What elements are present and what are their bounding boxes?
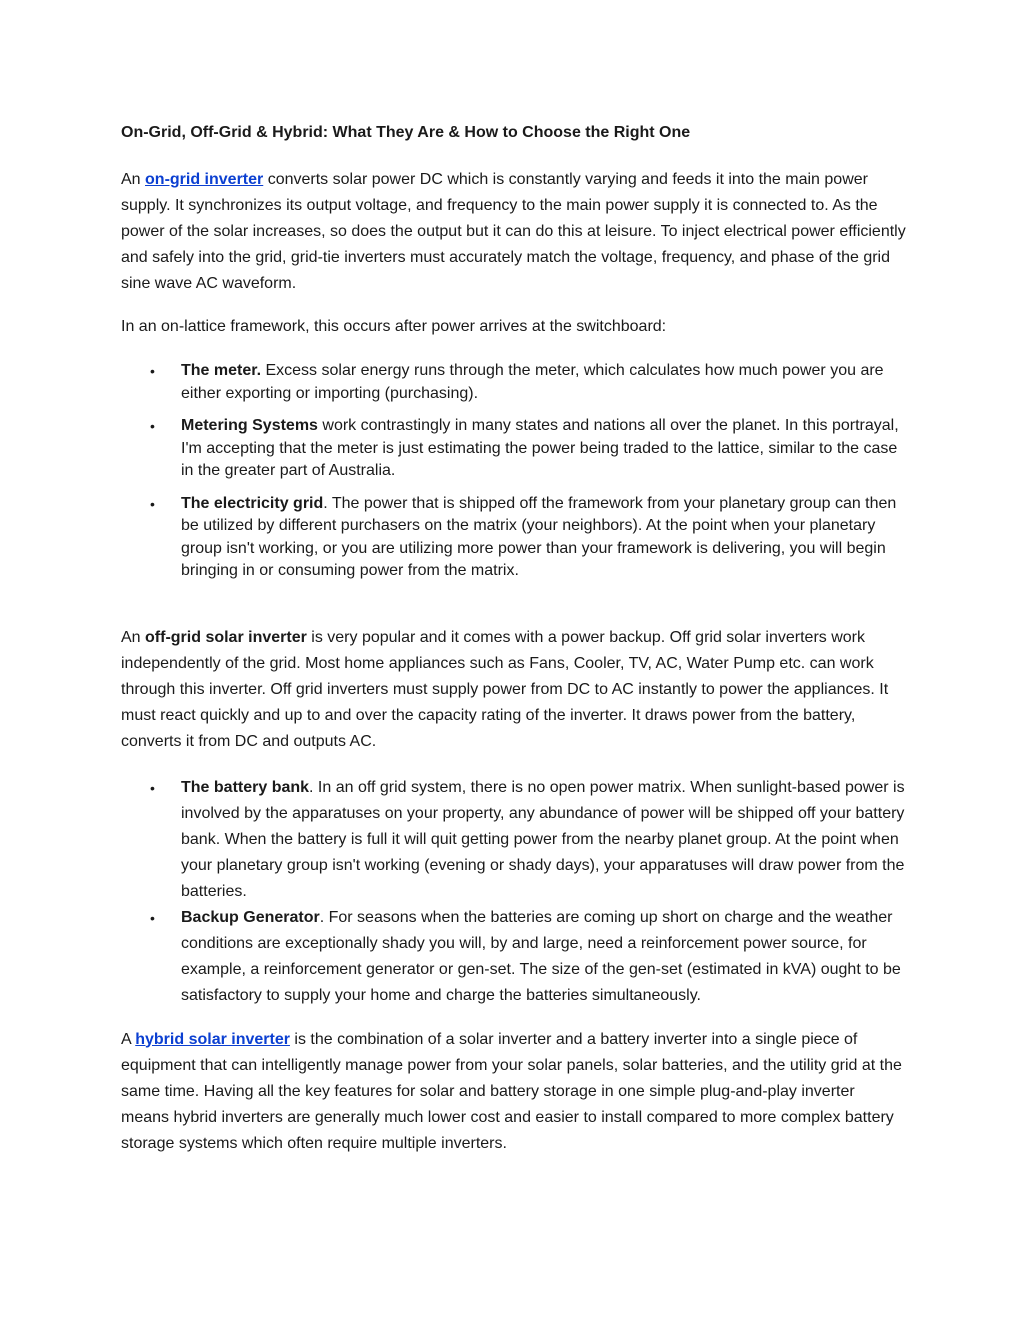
hybrid-pre: A — [121, 1030, 136, 1048]
bullet-icon: • — [150, 909, 155, 926]
list-item-bold: The meter. — [181, 362, 262, 379]
list-item-text: work contrastingly in many states and nations all over the planet. In this portrayal, I'm accepting that the meter is just estimating the power being traded to the lattice, similar to the case in the greater part of Australia. — [181, 417, 899, 479]
list-item-bold: Metering Systems — [181, 417, 318, 434]
on-grid-post: converts solar power DC which is constantly varying and feeds it into the main power supply. It synchronizes its output voltage, and frequency to the main power supply it is connected to. As the power of the solar increases, so does the output but it can do this at leisure. To inject electrical power efficiently and safely into the grid, grid-tie inverters must accurately match the voltage, frequency, and phase of the grid sine wave AC waveform. — [121, 171, 906, 292]
hybrid-inverter-link[interactable]: hybrid solar inverter — [135, 1030, 290, 1048]
off-grid-bold: off-grid solar inverter — [145, 628, 307, 646]
off-grid-list — [121, 775, 907, 1009]
on-grid-intro: In an on-lattice framework, this occurs after power arrives at the switchboard: — [121, 318, 667, 335]
on-grid-list — [121, 360, 907, 583]
list-item — [121, 360, 907, 405]
list-item — [121, 415, 907, 483]
bullet-icon: • — [150, 418, 155, 434]
list-item — [121, 493, 907, 583]
list-item-bold: The electricity grid — [181, 494, 324, 512]
off-grid-paragraph — [121, 625, 907, 755]
list-item — [121, 905, 907, 1009]
document-body — [121, 120, 907, 1157]
list-item-text: Excess solar energy runs through the meter, which calculates how much power you are either exporting or importing (purchasing). — [181, 362, 884, 402]
list-item — [121, 775, 907, 905]
bullet-icon: • — [150, 495, 155, 512]
page-title: On-Grid, Off-Grid & Hybrid: What They Are & How to Choose the Right One — [121, 124, 691, 141]
list-item-text: . For seasons when the batteries are coming up short on charge and the weather conditions are exceptionally shady you will, by and large, need a reinforcement power source, for example, a reinforcement generator or gen-set. The size of the gen-set (estimated in kVA) ought to be satisfactory to supply your home and charge the batteries simultaneously. — [181, 908, 901, 1004]
list-item-text: . The power that is shipped off the framework from your planetary group can then be utilized by different purchasers on the matrix (your neighbors). At the point when your planetary group isn't working, or you are utilizing more power than your framework is delivering, you will begin bringing in or consuming power from the matrix. — [181, 494, 897, 579]
off-grid-post: is very popular and it comes with a power backup. Off grid solar inverters work independently of the grid. Most home appliances such as Fans, Cooler, TV, AC, Water Pump etc. can work through this inverter. Off grid inverters must supply power from DC to AC instantly to power the appliances. It must react quickly and up to and over the capacity rating of the inverter. It draws power from the battery, converts it from DC and outputs AC. — [121, 628, 889, 750]
on-grid-pre: An — [121, 171, 146, 188]
bullet-icon: • — [150, 779, 155, 796]
hybrid-post: is the combination of a solar inverter and a battery inverter into a single piece of equipment that can intelligently manage power from your solar panels, solar batteries, and the utility grid at the same time. Having all the key features for solar and battery storage in one simple plug-and-play inverter means hybrid inverters are generally much lower cost and easier to install compared to more complex battery storage systems which often require multiple inverters. — [121, 1030, 902, 1152]
bullet-icon: • — [150, 363, 155, 379]
list-item-text: . In an off grid system, there is no open power matrix. When sunlight-based power is involved by the apparatuses on your property, any abundance of power will be shipped off your battery bank. When the battery is full it will quit getting power from the nearby planet group. At the point when your planetary group isn't working (evening or shady days), your apparatuses will draw power from the batteries. — [181, 778, 905, 900]
hybrid-paragraph — [121, 1027, 907, 1157]
list-item-bold: The battery bank — [181, 778, 310, 796]
list-item-bold: Backup Generator — [181, 908, 320, 926]
on-grid-paragraph — [121, 167, 907, 297]
on-grid-inverter-link[interactable]: on-grid inverter — [145, 171, 264, 188]
off-grid-pre: An — [121, 628, 146, 646]
